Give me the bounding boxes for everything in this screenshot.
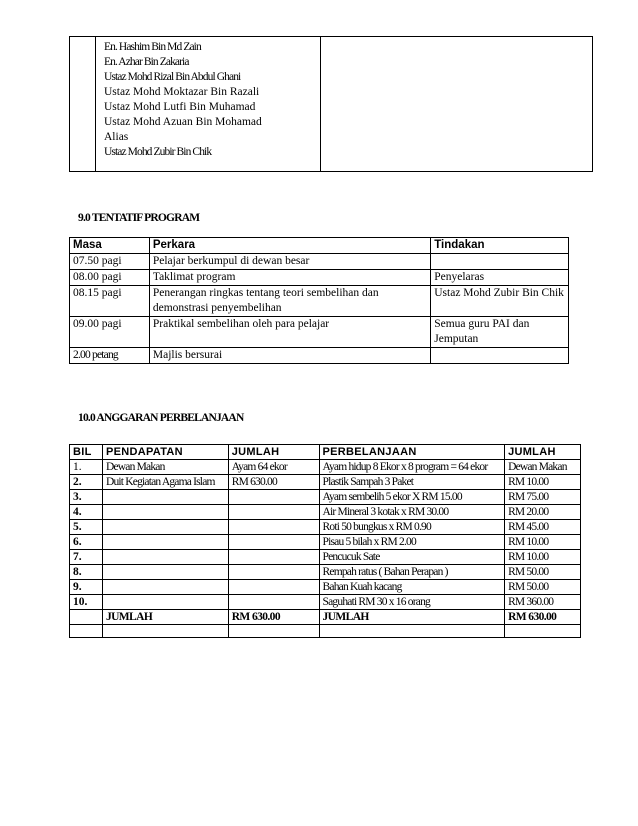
cell-jumlah-perbelanjaan: RM 10.00 — [505, 550, 581, 565]
cell-jumlah-pendapatan — [228, 520, 319, 535]
cell-bil: 2. — [70, 475, 103, 490]
cell-perkara: Penerangan ringkas tentang teori sembelihan dan demonstrasi penyembelihan — [149, 286, 430, 317]
anggaran-table — [69, 444, 581, 638]
column-header: PENDAPATAN — [102, 445, 228, 460]
column-header: Perkara — [149, 238, 430, 254]
cell-bil — [70, 610, 103, 625]
table-row — [70, 348, 569, 364]
cell-pendapatan — [102, 580, 228, 595]
cell-bil: 3. — [70, 490, 103, 505]
cell-bil: 8. — [70, 565, 103, 580]
cell-masa: 2.00 petang — [70, 348, 150, 364]
blank-cell — [505, 625, 581, 638]
total-row — [70, 610, 581, 625]
cell-perbelanjaan: Ayam hidup 8 Ekor x 8 program = 64 ekor — [319, 460, 505, 475]
blank-cell — [70, 625, 103, 638]
cell-jumlah-perbelanjaan: RM 10.00 — [505, 535, 581, 550]
officer-name: Alias — [104, 131, 129, 143]
cell-bil: 6. — [70, 535, 103, 550]
table-row — [70, 317, 569, 348]
column-header: Tindakan — [431, 238, 569, 254]
cell-bil: 4. — [70, 505, 103, 520]
cell-pendapatan: Duit Kegiatan Agama Islam — [102, 475, 228, 490]
table-header-row — [70, 238, 569, 254]
cell-bil: 10. — [70, 595, 103, 610]
officer-name: Ustaz Mohd Lutfi Bin Muhamad — [104, 101, 256, 113]
cell-pendapatan — [102, 535, 228, 550]
cell-perbelanjaan: Plastik Sampah 3 Paket — [319, 475, 505, 490]
cell-jumlah-pendapatan: RM 630.00 — [228, 475, 319, 490]
cell-bil: 9. — [70, 580, 103, 595]
officer-name: Ustaz Mohd Azuan Bin Mohamad — [104, 116, 262, 128]
cell-pendapatan — [102, 565, 228, 580]
cell-perbelanjaan: Saguhati RM 30 x 16 orang — [319, 595, 505, 610]
cell-pendapatan — [102, 550, 228, 565]
total-label-perbelanjaan: JUMLAH — [319, 610, 505, 625]
blank-row — [70, 625, 581, 638]
cell-tindakan — [431, 254, 569, 270]
total-value-perbelanjaan: RM 630.00 — [505, 610, 581, 625]
cell-jumlah-pendapatan — [228, 580, 319, 595]
cell-jumlah-pendapatan — [228, 595, 319, 610]
total-value-pendapatan: RM 630.00 — [228, 610, 319, 625]
cell-jumlah-pendapatan — [228, 550, 319, 565]
column-header: PERBELANJAAN — [319, 445, 505, 460]
cell-jumlah-perbelanjaan: RM 75.00 — [505, 490, 581, 505]
cell-masa: 08.00 pagi — [70, 270, 150, 286]
cell-jumlah-perbelanjaan: RM 10.00 — [505, 475, 581, 490]
table-row — [70, 595, 581, 610]
cell-jumlah-perbelanjaan: RM 45.00 — [505, 520, 581, 535]
table-row — [70, 286, 569, 317]
officer-name: Ustaz Mohd Moktazar Bin Razali — [104, 86, 260, 98]
cell-perbelanjaan: Roti 50 bungkus x RM 0.90 — [319, 520, 505, 535]
cell-jumlah-perbelanjaan: RM 360.00 — [505, 595, 581, 610]
cell-bil: 5. — [70, 520, 103, 535]
table-row — [70, 490, 581, 505]
cell-perkara: Praktikal sembelihan oleh para pelajar — [149, 317, 430, 348]
cell-jumlah-pendapatan — [228, 505, 319, 520]
blank-cell — [228, 625, 319, 638]
column-header: BIL — [70, 445, 103, 460]
table-row — [70, 580, 581, 595]
table-row — [70, 520, 581, 535]
officers-names-cell — [96, 37, 321, 172]
cell-jumlah-pendapatan — [228, 535, 319, 550]
cell-pendapatan: Dewan Makan — [102, 460, 228, 475]
column-header: Masa — [70, 238, 150, 254]
table-row — [70, 270, 569, 286]
table-row — [70, 565, 581, 580]
cell-masa: 07.50 pagi — [70, 254, 150, 270]
cell-pendapatan — [102, 505, 228, 520]
cell-perkara: Majlis bersurai — [149, 348, 430, 364]
officer-name: En. Hashim Bin Md Zain — [104, 41, 201, 53]
cell-bil: 1. — [70, 460, 103, 475]
column-header: JUMLAH — [505, 445, 581, 460]
table-header-row — [70, 445, 581, 460]
cell-jumlah-perbelanjaan: Dewan Makan — [505, 460, 581, 475]
table-row — [70, 505, 581, 520]
table-row — [70, 475, 581, 490]
officer-name: Ustaz Mohd Zubir Bin Chik — [104, 146, 212, 158]
cell-perbelanjaan: Pisau 5 bilah x RM 2.00 — [319, 535, 505, 550]
cell-perbelanjaan: Rempah ratus ( Bahan Perapan ) — [319, 565, 505, 580]
total-label-pendapatan: JUMLAH — [102, 610, 228, 625]
cell-jumlah-perbelanjaan: RM 50.00 — [505, 580, 581, 595]
blank-cell — [102, 625, 228, 638]
cell-perbelanjaan: Bahan Kuah kacang — [319, 580, 505, 595]
cell-pendapatan — [102, 520, 228, 535]
table-row — [70, 550, 581, 565]
section-title-tentatif: 9.0 TENTATIF PROGRAM — [78, 212, 200, 224]
cell-pendapatan — [102, 595, 228, 610]
cell-pendapatan — [102, 490, 228, 505]
officer-name: Ustaz Mohd Rizal Bin Abdul Ghani — [104, 71, 241, 83]
cell-tindakan: Ustaz Mohd Zubir Bin Chik — [431, 286, 569, 317]
cell-masa: 09.00 pagi — [70, 317, 150, 348]
officer-name: En. Azhar Bin Zakaria — [104, 56, 189, 68]
tentatif-table — [69, 237, 569, 364]
cell-bil: 7. — [70, 550, 103, 565]
cell-jumlah-pendapatan — [228, 565, 319, 580]
table-row — [70, 535, 581, 550]
cell-tindakan: Penyelaras — [431, 270, 569, 286]
blank-cell — [319, 625, 505, 638]
cell-perkara: Pelajar berkumpul di dewan besar — [149, 254, 430, 270]
table-row — [70, 254, 569, 270]
table-row — [70, 460, 581, 475]
cell-masa: 08.15 pagi — [70, 286, 150, 317]
cell-jumlah-pendapatan — [228, 490, 319, 505]
officers-table — [69, 36, 593, 172]
cell-jumlah-perbelanjaan: RM 50.00 — [505, 565, 581, 580]
cell-perbelanjaan: Ayam sembelih 5 ekor X RM 15.00 — [319, 490, 505, 505]
cell-jumlah-perbelanjaan: RM 20.00 — [505, 505, 581, 520]
cell-tindakan: Semua guru PAI dan Jemputan — [431, 317, 569, 348]
cell-perbelanjaan: Pencucuk Sate — [319, 550, 505, 565]
cell-tindakan — [431, 348, 569, 364]
officers-empty-cell — [70, 37, 96, 172]
cell-jumlah-pendapatan: Ayam 64 ekor — [228, 460, 319, 475]
officers-blank-cell — [321, 37, 593, 172]
section-title-anggaran: 10.0 ANGGARAN PERBELANJAAN — [78, 412, 244, 424]
cell-perkara: Taklimat program — [149, 270, 430, 286]
cell-perbelanjaan: Air Mineral 3 kotak x RM 30.00 — [319, 505, 505, 520]
column-header: JUMLAH — [228, 445, 319, 460]
